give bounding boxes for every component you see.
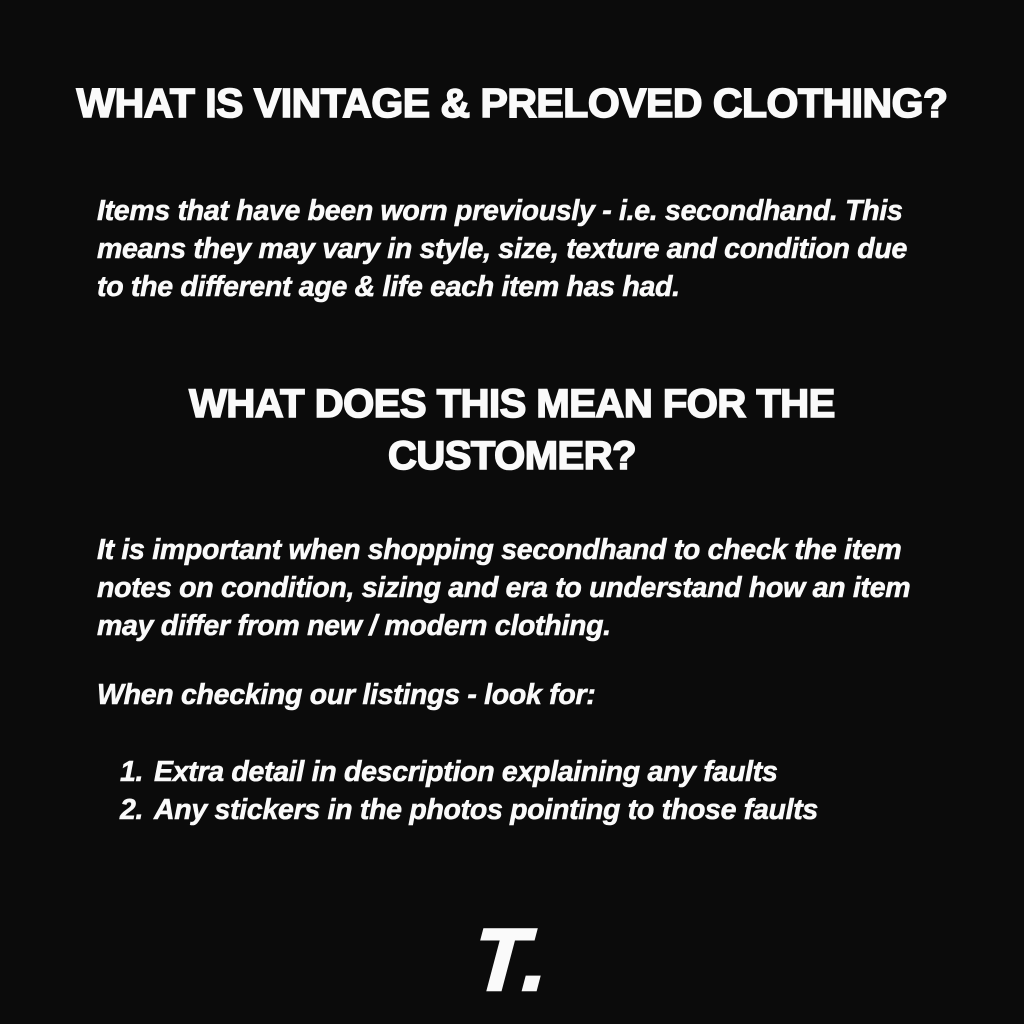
page-title: WHAT IS VINTAGE & PRELOVED CLOTHING? — [76, 80, 948, 126]
list-item-text: Extra detail in description explaining any faults — [154, 756, 778, 788]
list-item-number: 2. — [120, 794, 144, 826]
intro-line-2: means they may vary in style, size, texture and condition due — [97, 233, 908, 265]
list-item-text: Any stickers in the photos pointing to those faults — [154, 794, 818, 826]
section-heading-line-2: CUSTOMER? — [387, 434, 637, 478]
intro-line-3: to the different age & life each item has had. — [97, 271, 680, 303]
customer-info-line-2: notes on condition, sizing and era to understand how an item — [97, 572, 911, 604]
section-heading-customer — [0, 378, 1024, 482]
fault-checklist — [120, 753, 818, 829]
customer-info-line-1: It is important when shopping secondhand to check the item — [97, 534, 902, 566]
section-heading-line-1: WHAT DOES THIS MEAN FOR THE — [189, 382, 835, 426]
intro-line-1: Items that have been worn previously - i.e. secondhand. This — [97, 195, 903, 227]
intro-paragraph — [97, 192, 907, 306]
brand-logo: T. — [470, 910, 554, 1009]
list-item — [120, 753, 818, 791]
listings-note: When checking our listings - look for: — [97, 679, 596, 711]
list-item — [120, 791, 818, 829]
customer-info-paragraph — [97, 531, 910, 645]
list-item-number: 1. — [120, 756, 144, 788]
customer-info-line-3: may differ from new / modern clothing. — [97, 610, 611, 642]
